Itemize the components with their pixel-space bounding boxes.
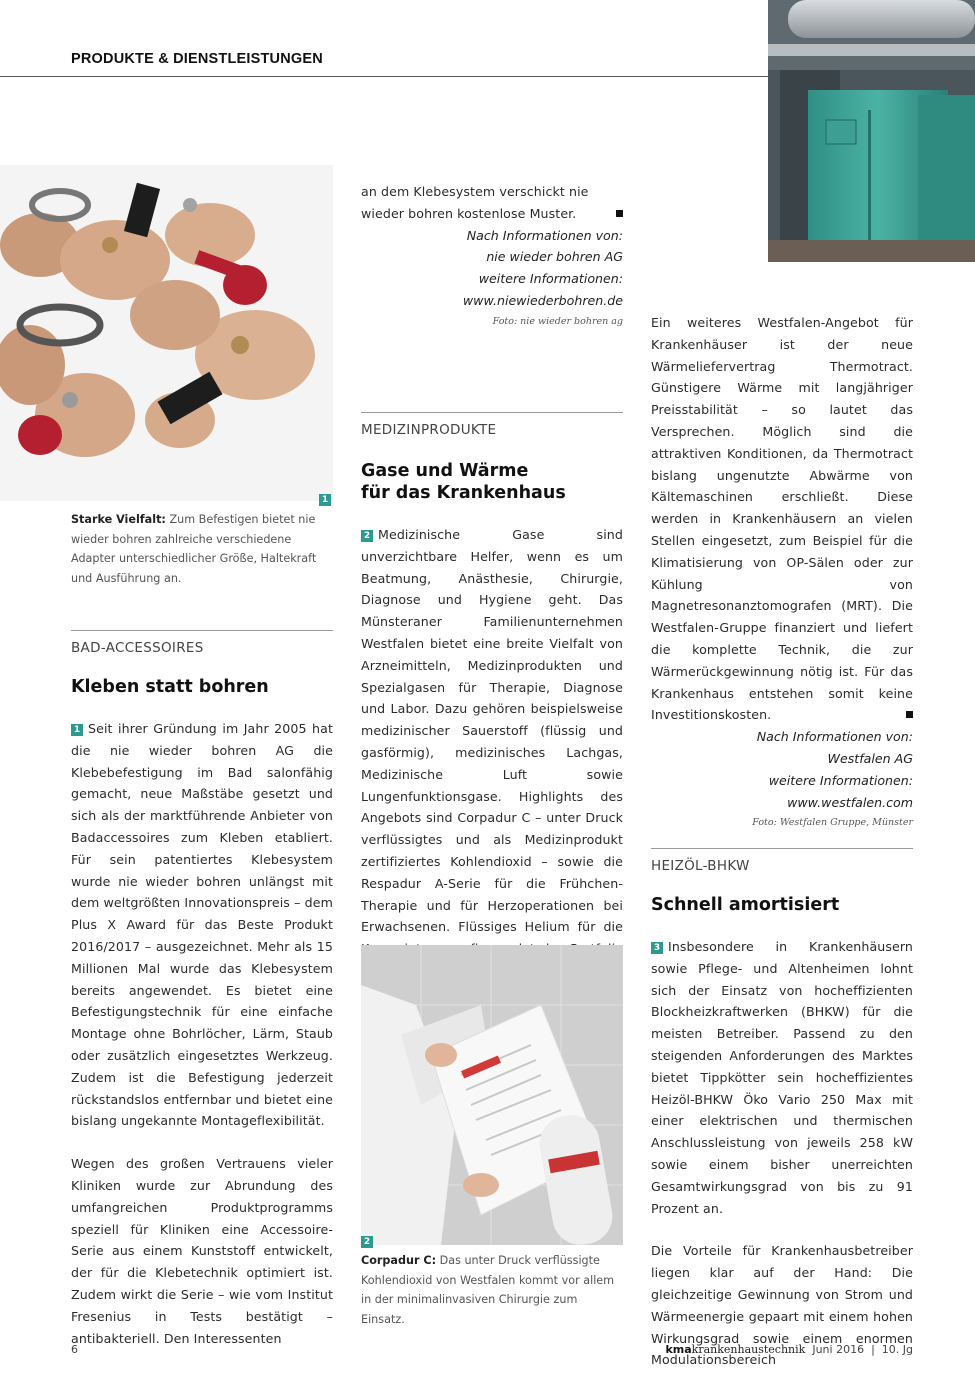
article1-continuation	[361, 181, 623, 327]
article2-source-4: www.westfalen.com	[787, 794, 913, 810]
figure2-badge	[361, 1230, 378, 1249]
article3	[651, 858, 913, 1371]
article1-badge: 1	[71, 724, 83, 736]
article2-source-2: Westfalen AG	[827, 750, 913, 766]
adapters-photo-graphic	[0, 165, 333, 501]
figure1-caption	[71, 510, 333, 588]
article2-photo-credit: Foto: Westfalen Gruppe, Münster	[752, 817, 913, 829]
article1-paragraph-1: 1 Seit ihrer Gründung im Jahr 2005 hat die nie wieder bohren AG die Klebebefestigung im Bad salonfähig gemacht, neue Maßstäbe gesetzt und sich als der marktführende Anbieter von Badaccessoires zum Kleben etabliert. Für sein patentiertes Klebesystem wurde nie wieder bohren unlängst mit dem weltgrößten Innovationspreis – dem Plus X Award für das Beste Produkt 2016/2017 – ausgezeichnet. Mehr als 15 Millionen Mal wurde das Klebesystem bereits angewendet. Es bietet eine Befestigungstechnik für eine einfache Montage ohne Bohrlöcher, Lärm, Staub oder zusätzlich eingesetztes Werkzeug. Zudem ist die Befestigung jederzeit rückstandslos entfernbar und bietet eine bislang ungekannte Montageflexibilität.	[71, 721, 333, 1129]
article3-rule	[651, 848, 913, 849]
article1-source-1: Nach Informationen von:	[466, 227, 623, 243]
article3-paragraph-1: 3 Insbesondere in Krankenhäusern sowie Pflege- und Altenheimen lohnt sich der Einsatz von hocheffizienten Blockheizkraftwerken (BHKW) für die meisten Betreiber. Passend zu den steigenden Anforderungen des Marktes bietet Tippkötter sein hocheffizientes Heizöl-BHKW Öko Vario 250 Max mit einer elektrischen und thermischen Anschlussleistung von jeweils 258 kW sowie einem bisher unerreichten Gesamtwirkungsgrad von bis zu 91 Prozent an.	[651, 939, 913, 1216]
article3-kicker: HEIZÖL-BHKW	[651, 858, 750, 874]
article1-headline: Kleben statt bohren	[71, 677, 269, 697]
article3-headline: Schnell amortisiert	[651, 895, 840, 915]
end-mark	[616, 210, 623, 217]
article1-source-3: weitere Informationen:	[478, 271, 623, 287]
article1-paragraph-2-cont: an dem Klebesystem verschickt nie wieder bohren kostenlose Muster.	[361, 181, 623, 225]
figure2-caption-text: Das unter Druck verflüssigte Kohlendioxid von Westfalen kommt vor allem in der minimalinvasiven Chirurgie zum Einsatz.	[361, 1254, 615, 1326]
article1-source-4: www.niewiederbohren.de	[462, 292, 623, 308]
article1-kicker: BAD-ACCESSOIRES	[71, 640, 204, 656]
article1-paragraph-2: Wegen des großen Vertrauens vieler Kliniken wurde zur Abrundung des umfangreichen Produktprogramms speziell für Kliniken eine Accessoire-Serie aus einem Kunststoff entwickelt, der für die Klebetechnik optimiert ist. Zudem wirkt die Serie – wie vom Institut Fresenius in Tests bestätigt – antibakteriell. Den Interessenten	[71, 1156, 333, 1346]
corpadur-photo-graphic	[361, 945, 623, 1245]
bhkw-photo-graphic	[768, 0, 975, 262]
article3-paragraph-2: Die Vorteile für Krankenhausbetreiber liegen klar auf der Hand: Die gleichzeitige Gewinnung von Strom und Wärmeenergie gepaart mit einem hohen Wirkungsgrad sowie einem enormen Modulationsbereich	[651, 1243, 913, 1368]
photo-corpadur	[361, 945, 623, 1245]
article2-source-3: weitere Informationen:	[768, 772, 913, 788]
figure1-badge	[319, 488, 336, 507]
article1-rule	[71, 630, 333, 631]
footer-brand-text: krankenhaustechnik	[691, 1343, 806, 1356]
figure1-caption-bold: Starke Vielfalt:	[71, 513, 166, 526]
article2-headline-line-1: Gase und Wärme	[361, 461, 529, 481]
page-number: 6	[71, 1343, 78, 1356]
article2-source-1: Nach Informationen von:	[756, 729, 913, 745]
figure1-badge-label: 1	[319, 494, 331, 506]
article2-paragraph-2: Ein weiteres Westfalen-Angebot für Krankenhäuser ist der neue Wärmeliefervertrag Thermotract. Günstigere Wärme mit langjähriger Preisstabilität – so lautet das Versprechen. Möglich sind die attraktiven Konditionen, da Thermotract bislang ungenutzte Abwärme von Kältemaschinen erschließt. Diese werden in Krankenhäusern an vielen Stellen eingesetzt, zum Beispiel für die Klimatisierung von OP-Sälen oder zur Kühlung von Magnetresonanztomografen (MRT). Die Westfalen-Gruppe finanziert und liefert die komplette Technik, die zur Wärmerückgewinnung nötig ist. Für das Krankenhaus entstehen somit keine Investitionskosten.	[651, 315, 913, 723]
photo-bhkw	[768, 0, 975, 262]
article2	[361, 422, 623, 982]
footer-issue: Juni 2016	[812, 1343, 865, 1356]
article2-continuation	[651, 312, 913, 828]
article3-badge: 3	[651, 942, 663, 954]
section-header	[0, 48, 768, 77]
figure1-caption-text: Zum Befestigen bietet nie wieder bohren zahlreiche verschiedene Adapter unterschiedlicher Größe, Haltekraft und Ausführung an.	[71, 513, 317, 585]
photo-adapters	[0, 165, 333, 501]
article2-rule	[361, 412, 623, 413]
figure2-caption-bold: Corpadur C:	[361, 1254, 437, 1267]
footer-separator: |	[871, 1343, 875, 1356]
footer-volume: 10. Jg	[881, 1343, 913, 1356]
article1-photo-credit: Foto: nie wieder bohren ag	[492, 315, 623, 327]
article2-paragraph-1: 2 Medizinische Gase sind unverzichtbare Helfer, wenn es um Beatmung, Anästhesie, Chirurgie, Diagnose und Hygiene geht. Das Münsteraner Familienunternehmen Westfalen bietet eine breite Vielfalt von Arzneimitteln, Medizinprodukten und Spezialgasen für Therapie, Diagnose und Labor. Dazu gehören beispielsweise medizinischer Sauerstoff (flüssig und gasförmig), medizinisches Lachgas, Medizinische Luft sowie Lungenfunktionsgase. Highlights des Angebots sind Corpadur C – unter Druck verflüssigtes und als Medizinprodukt zertifiziertes Kohlendioxid – sowie die Respadur A-Serie für die Frühchen-Therapie und für Herzoperationen bei Erwachsenen. Flüssiges Helium für die	[361, 527, 623, 935]
article1	[71, 640, 333, 1349]
article2-badge: 2	[361, 530, 373, 542]
end-mark-2	[906, 711, 913, 718]
footer-publication	[665, 1343, 913, 1356]
article2-kicker: MEDIZINPRODUKTE	[361, 422, 497, 438]
article2-headline-line-2: für das Krankenhaus	[361, 483, 566, 503]
figure2-badge-label: 2	[361, 1236, 373, 1248]
figure2-caption	[361, 1251, 623, 1329]
section-title: PRODUKTE & DIENSTLEISTUNGEN	[71, 51, 323, 67]
footer-brand-bold: kma	[665, 1343, 692, 1356]
article1-source-2: nie wieder bohren AG	[486, 249, 623, 265]
